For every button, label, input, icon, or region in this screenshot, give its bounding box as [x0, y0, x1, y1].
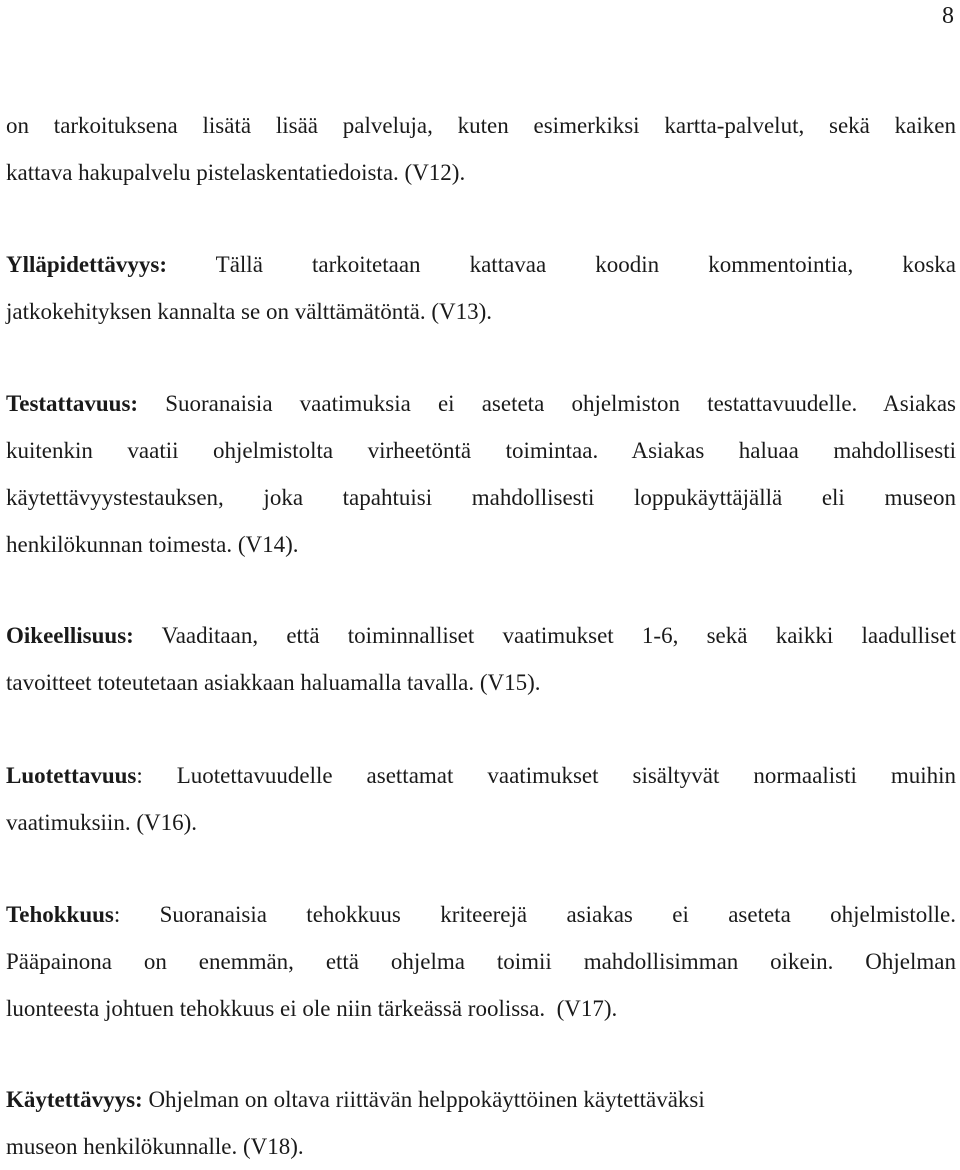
text-line: Tehokkuus: Suoranaisia tehokkuus kriteerejä asiakas ei aseteta ohjelmistolle.	[6, 902, 956, 927]
paragraph-luotettavuus	[6, 752, 956, 846]
text-line: käytettävyystestauksen, joka tapahtuisi mahdollisesti loppukäyttäjällä eli museon	[6, 485, 956, 510]
text-line: on tarkoituksena lisätä lisää palveluja, kuten esimerkiksi kartta-palvelut, sekä kaiken	[6, 113, 956, 138]
text-line: Pääpainona on enemmän, että ohjelma toimii mahdollisimman oikein. Ohjelman	[6, 949, 956, 974]
text-line: jatkokehityksen kannalta se on välttämätöntä. (V13).	[6, 299, 493, 324]
paragraph-oikeellisuus	[6, 612, 956, 706]
text-line: kattava hakupalvelu pistelaskentatiedoista. (V12).	[6, 160, 466, 185]
text-line: vaatimuksiin. (V16).	[6, 810, 197, 835]
term-label: Ylläpidettävyys:	[6, 252, 167, 277]
text-line: Käytettävyys: Ohjelman on oltava riittävän helppokäyttöinen käytettäväksi	[6, 1087, 705, 1112]
text-line: henkilökunnan toimesta. (V14).	[6, 532, 299, 557]
paragraph-tehokkuus	[6, 891, 956, 1032]
term-label: Käytettävyys:	[6, 1087, 143, 1112]
text-line: Luotettavuus: Luotettavuudelle asettamat vaatimukset sisältyvät normaalisti muihin	[6, 763, 956, 788]
text-line: museon henkilökunnalle. (V18).	[6, 1134, 304, 1159]
paragraph-testattavuus	[6, 380, 956, 568]
text-line: Ylläpidettävyys: Tällä tarkoitetaan kattavaa koodin kommentointia, koska	[6, 252, 956, 277]
term-label: Oikeellisuus:	[6, 623, 134, 648]
text-line: kuitenkin vaatii ohjelmistolta virheetöntä toimintaa. Asiakas haluaa mahdollisesti	[6, 438, 956, 463]
term-label: Testattavuus:	[6, 391, 139, 416]
page-number: 8	[942, 3, 954, 29]
text-line: luonteesta johtuen tehokkuus ei ole niin tärkeässä roolissa. (V17).	[6, 996, 618, 1021]
term-label: Luotettavuus	[6, 763, 137, 788]
text-line: tavoitteet toteutetaan asiakkaan haluamalla tavalla. (V15).	[6, 670, 541, 695]
text-line: Oikeellisuus: Vaaditaan, että toiminnalliset vaatimukset 1-6, sekä kaikki laadulliset	[6, 623, 956, 648]
text-line: Testattavuus: Suoranaisia vaatimuksia ei aseteta ohjelmiston testattavuudelle. Asiakas	[6, 391, 956, 416]
term-label: Tehokkuus	[6, 902, 114, 927]
paragraph-yllapidettavyys	[6, 241, 956, 335]
paragraph-intro-continuation	[6, 102, 956, 196]
paragraph-kaytettavyys	[6, 1076, 956, 1170]
